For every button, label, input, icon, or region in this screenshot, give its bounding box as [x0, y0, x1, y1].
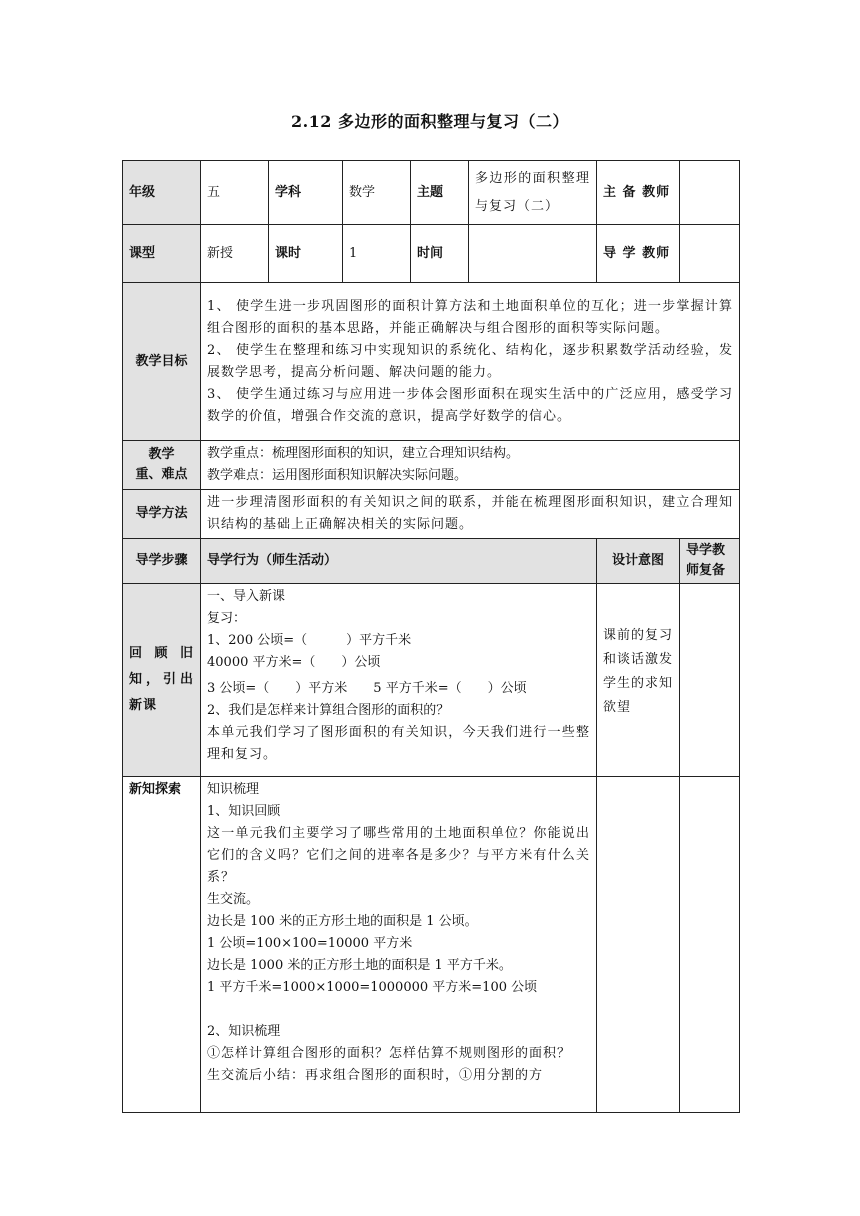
- section1-content: [201, 584, 597, 777]
- page-title: 2.12 多边形的面积整理与复习（二）: [290, 112, 570, 131]
- info-row-2: [123, 225, 740, 283]
- steps-header-behavior: 导学行为（师生活动）: [201, 539, 597, 584]
- topic-value: 多边形的面积整理与复习（二）: [469, 161, 597, 225]
- section1-line-3: 1、200 公顷=（ ）平方千米: [207, 633, 412, 648]
- steps-header-intent: 设计意图: [597, 539, 680, 584]
- hours-label: 课时: [269, 225, 343, 283]
- section2-blank-line: [207, 999, 590, 1021]
- section2-content: [201, 777, 597, 1113]
- guide-teacher-label: 导 学 教师: [597, 225, 680, 283]
- keypoints-label-line1: 教学: [148, 447, 175, 462]
- section2-intent: [597, 777, 680, 1113]
- method-row: [123, 490, 740, 539]
- hours-value: 1: [343, 225, 411, 283]
- section2-line-2: 1、知识回顾: [207, 804, 281, 819]
- section2-line-4: 生交流。: [207, 892, 260, 907]
- goal-item-2: 2、 使学生在整理和练习中实现知识的系统化、结构化，逐步积累数学活动经验，发展数学思考，提高分析问题、解决问题的能力。: [207, 342, 734, 380]
- section2-row: [123, 777, 740, 1113]
- section2-line-8: 1 平方千米=1000×1000=1000000 平方米=100 公顷: [207, 980, 538, 995]
- time-value: [469, 225, 597, 283]
- section2-label: 新知探索: [123, 777, 201, 1113]
- keypoints-content: [201, 441, 740, 490]
- goal-item-3: 3、 使学生通过练习与应用进一步体会图形面积在现实生活中的广泛应用，感受学习数学的价值，增强合作交流的意识，提高学好数学的信心。: [207, 386, 734, 424]
- section1-label: 回 顾 旧知，引出新课: [123, 584, 201, 777]
- method-text: 进一步理清图形面积的有关知识之间的联系，并能在梳理图形面积知识，建立合理知识结构的基础上正确解决相关的实际问题。: [201, 490, 740, 539]
- lesson-plan-table: [122, 160, 740, 1113]
- subject-label: 学科: [269, 161, 343, 225]
- section2-line-5: 边长是 100 米的正方形土地的面积是 1 公顷。: [207, 914, 478, 929]
- section1-line-6: 2、我们是怎样来计算组合图形的面积的？: [207, 703, 450, 718]
- goals-label: 教学目标: [123, 283, 201, 441]
- type-value: 新授: [201, 225, 269, 283]
- section2-line-12: 生交流后小结：再求组合图形的面积时，①用分割的方: [207, 1068, 544, 1083]
- steps-header-review: 导学教师复备: [680, 539, 740, 584]
- grade-label: 年级: [123, 161, 201, 225]
- time-label: 时间: [411, 225, 469, 283]
- section1-line-7: 本单元我们学习了图形面积的有关知识，今天我们进行一些整理和复习。: [207, 725, 591, 762]
- key-point: 教学重点：梳理图形面积的知识，建立合理知识结构。: [207, 446, 520, 461]
- main-teacher-label: 主 备 教师: [597, 161, 680, 225]
- keypoints-label: [123, 441, 201, 490]
- section1-review: [680, 584, 740, 777]
- grade-value: 五: [201, 161, 269, 225]
- info-row-1: [123, 161, 740, 225]
- difficult-point: 教学难点：运用图形面积知识解决实际问题。: [207, 468, 468, 483]
- guide-teacher-value: [680, 225, 740, 283]
- goals-content: [201, 283, 740, 441]
- subject-value: 数学: [343, 161, 411, 225]
- section1-row: [123, 584, 740, 777]
- topic-label: 主题: [411, 161, 469, 225]
- steps-header-row: [123, 539, 740, 584]
- section2-line-1: 知识梳理: [207, 782, 260, 797]
- goals-row: [123, 283, 740, 441]
- section1-intent: 课前的复习和谈话激发学生的求知欲望: [597, 584, 680, 777]
- goal-item-1: 1、 使学生进一步巩固图形的面积计算方法和土地面积单位的互化；进一步掌握计算组合图形的面积的基本思路，并能正确解决与组合图形的面积等实际问题。: [207, 298, 734, 336]
- section2-line-10: 2、知识梳理: [207, 1024, 281, 1039]
- keypoints-label-line2: 重、难点: [135, 467, 188, 482]
- section2-line-6: 1 公顷=100×100=10000 平方米: [207, 936, 413, 951]
- section2-review: [680, 777, 740, 1113]
- type-label: 课型: [123, 225, 201, 283]
- keypoints-row: [123, 441, 740, 490]
- main-teacher-value: [680, 161, 740, 225]
- steps-header-step: 导学步骤: [123, 539, 201, 584]
- section1-line-4: 40000 平方米=（ ）公顷: [207, 655, 381, 670]
- section2-content-body: [207, 779, 590, 1109]
- method-label: 导学方法: [123, 490, 201, 539]
- section2-line-11: ①怎样计算组合图形的面积？怎样估算不规则图形的面积？: [207, 1046, 572, 1061]
- section1-line-5: 3 公顷=（ ）平方米 5 平方千米=（ ）公顷: [207, 681, 527, 696]
- section1-line-2: 复习：: [207, 611, 247, 626]
- section2-line-3: 这一单元我们主要学习了哪些常用的土地面积单位？你能说出它们的含义吗？它们之间的进率各是多少？与平方米有什么关系？: [207, 826, 591, 885]
- section2-line-7: 边长是 1000 米的正方形土地的面积是 1 平方千米。: [207, 958, 512, 973]
- section1-line-1: 一、导入新课: [207, 589, 286, 604]
